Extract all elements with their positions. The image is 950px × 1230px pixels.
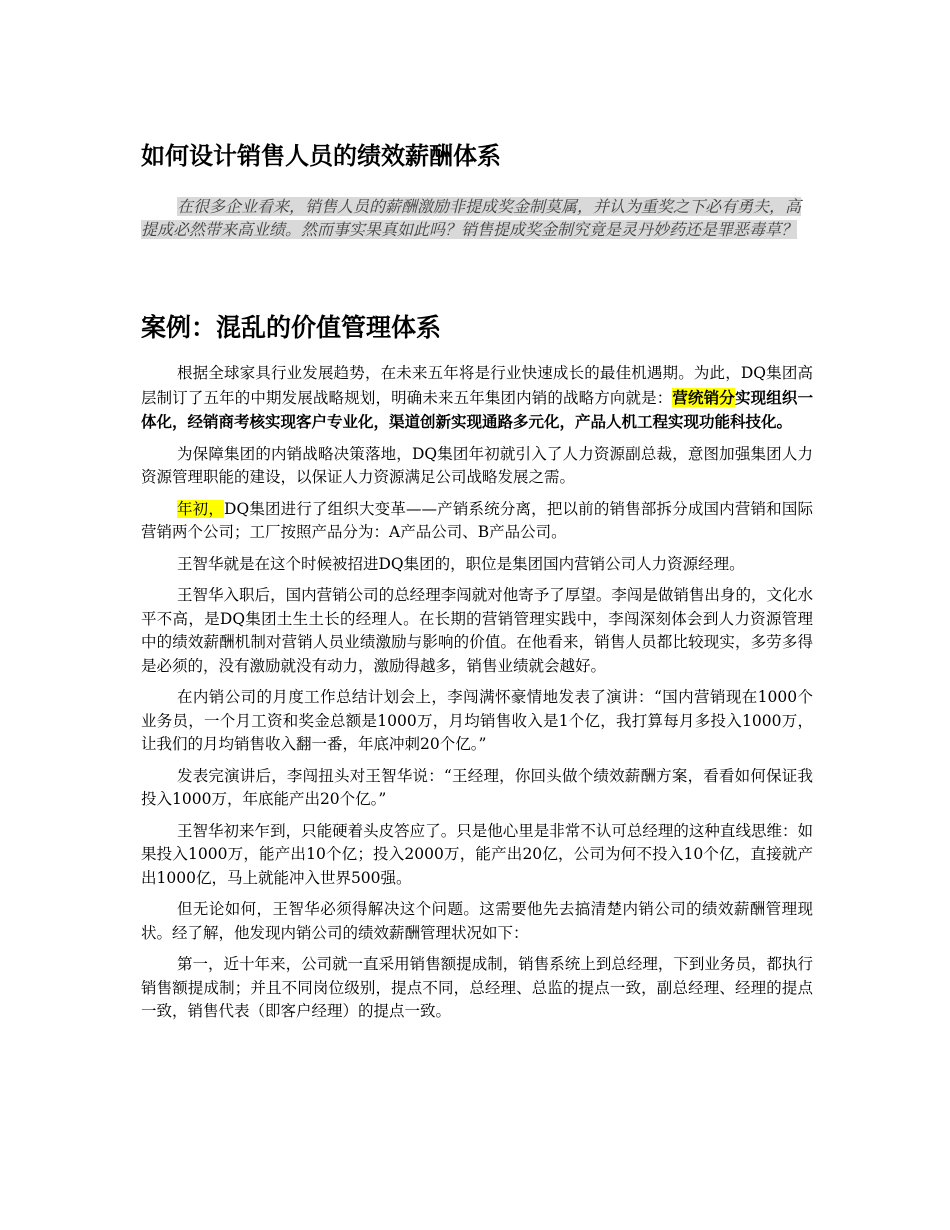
document-body: [141, 362, 813, 1032]
paragraph-6: 在内销公司的月度工作总结计划会上，李闯满怀豪情地发表了演讲：“国内营销现在1000个业务员，一个月工资和奖金总额是1000万，月均销售收入是1个亿，我打算每月多投入1000万，让我们的月均销售收入翻一番，年底冲刺20个亿。”: [141, 688, 813, 753]
paragraph-8: 王智华初来乍到，只能硬着头皮答应了。只是他心里是非常不认可总经理的这种直线思维：如果投入1000万，能产出10个亿；投入2000万，能产出20亿，公司为何不投入10个亿，直接就产出1000亿，马上就能冲入世界500强。: [141, 821, 813, 887]
paragraph-9: 但无论如何，王智华必须得解决这个问题。这需要他先去搞清楚内销公司的绩效薪酬管理现状。经了解，他发现内销公司的绩效薪酬管理状况如下：: [141, 900, 813, 942]
paragraph-7: 发表完演讲后，李闯扭头对王智华说：“王经理，你回头做个绩效薪酬方案，看看如何保证我投入1000万，年底能产出20个亿。”: [141, 766, 813, 808]
paragraph-2: 为保障集团的内销战略决策落地，DQ集团年初就引入了人力资源副总裁，意图加强集团人力资源管理职能的建设，以保证人力资源满足公司战略发展之需。: [141, 444, 813, 486]
paragraph-10: 第一，近十年来，公司就一直采用销售额提成制，销售系统上到总经理，下到业务员，都执行销售额提成制；并且不同岗位级别，提点不同，总经理、总监的提点一致，副总经理、经理的提点一致，销售代表（即客户经理）的提点一致。: [141, 955, 813, 1020]
paragraph-1: [141, 362, 813, 435]
paragraph-3: [141, 498, 813, 545]
abstract-paragraph: [141, 195, 813, 241]
abstract-text: 在很多企业看来，销售人员的薪酬激励非提成奖金制莫属，并认为重奖之下必有勇夫，高提成必然带来高业绩。然而事实果真如此吗？销售提成奖金制究竟是灵丹妙药还是罪恶毒草？: [141, 197, 802, 239]
highlighted-phrase: 年初，: [177, 499, 225, 518]
paragraph-4: 王智华就是在这个时候被招进DQ集团的，职位是集团国内营销公司人力资源经理。: [177, 554, 745, 573]
paragraph-5: 王智华入职后，国内营销公司的总经理李闯就对他寄予了厚望。李闯是做销售出身的，文化水平不高，是DQ集团土生土长的经理人。在长期的营销管理实践中，李闯深刻体会到人力资源管理中的绩效薪酬机制对营销人员业绩激励与影响的价值。在他看来，销售人员都比较现实，多劳多得是必须的，没有激励就没有动力，激励得越多，销售业绩就会越好。: [141, 586, 813, 675]
paragraph-1-text: 根据全球家具行业发展趋势，在未来五年将是行业快速成长的最佳机遇期。为此，DQ集团高层制订了五年的中期发展战略规划，明确未来五年集团内销的战略方向就是：: [141, 364, 813, 407]
section-heading: 案例：混乱的价值管理体系: [141, 313, 442, 342]
paragraph-3-text: DQ集团进行了组织大变革——产销系统分离，把以前的销售部拆分成国内营销和国际营销两个公司；工厂按照产品分为：A产品公司、B产品公司。: [141, 499, 813, 541]
bold-strategy-text: 实现组织一体化，经销商考核实现客户专业化，渠道创新实现通路多元化，产品人机工程实现功能科技化。: [141, 387, 813, 431]
document-title: 如何设计销售人员的绩效薪酬体系: [141, 142, 501, 170]
highlighted-phrase: 营统销分: [672, 387, 735, 407]
